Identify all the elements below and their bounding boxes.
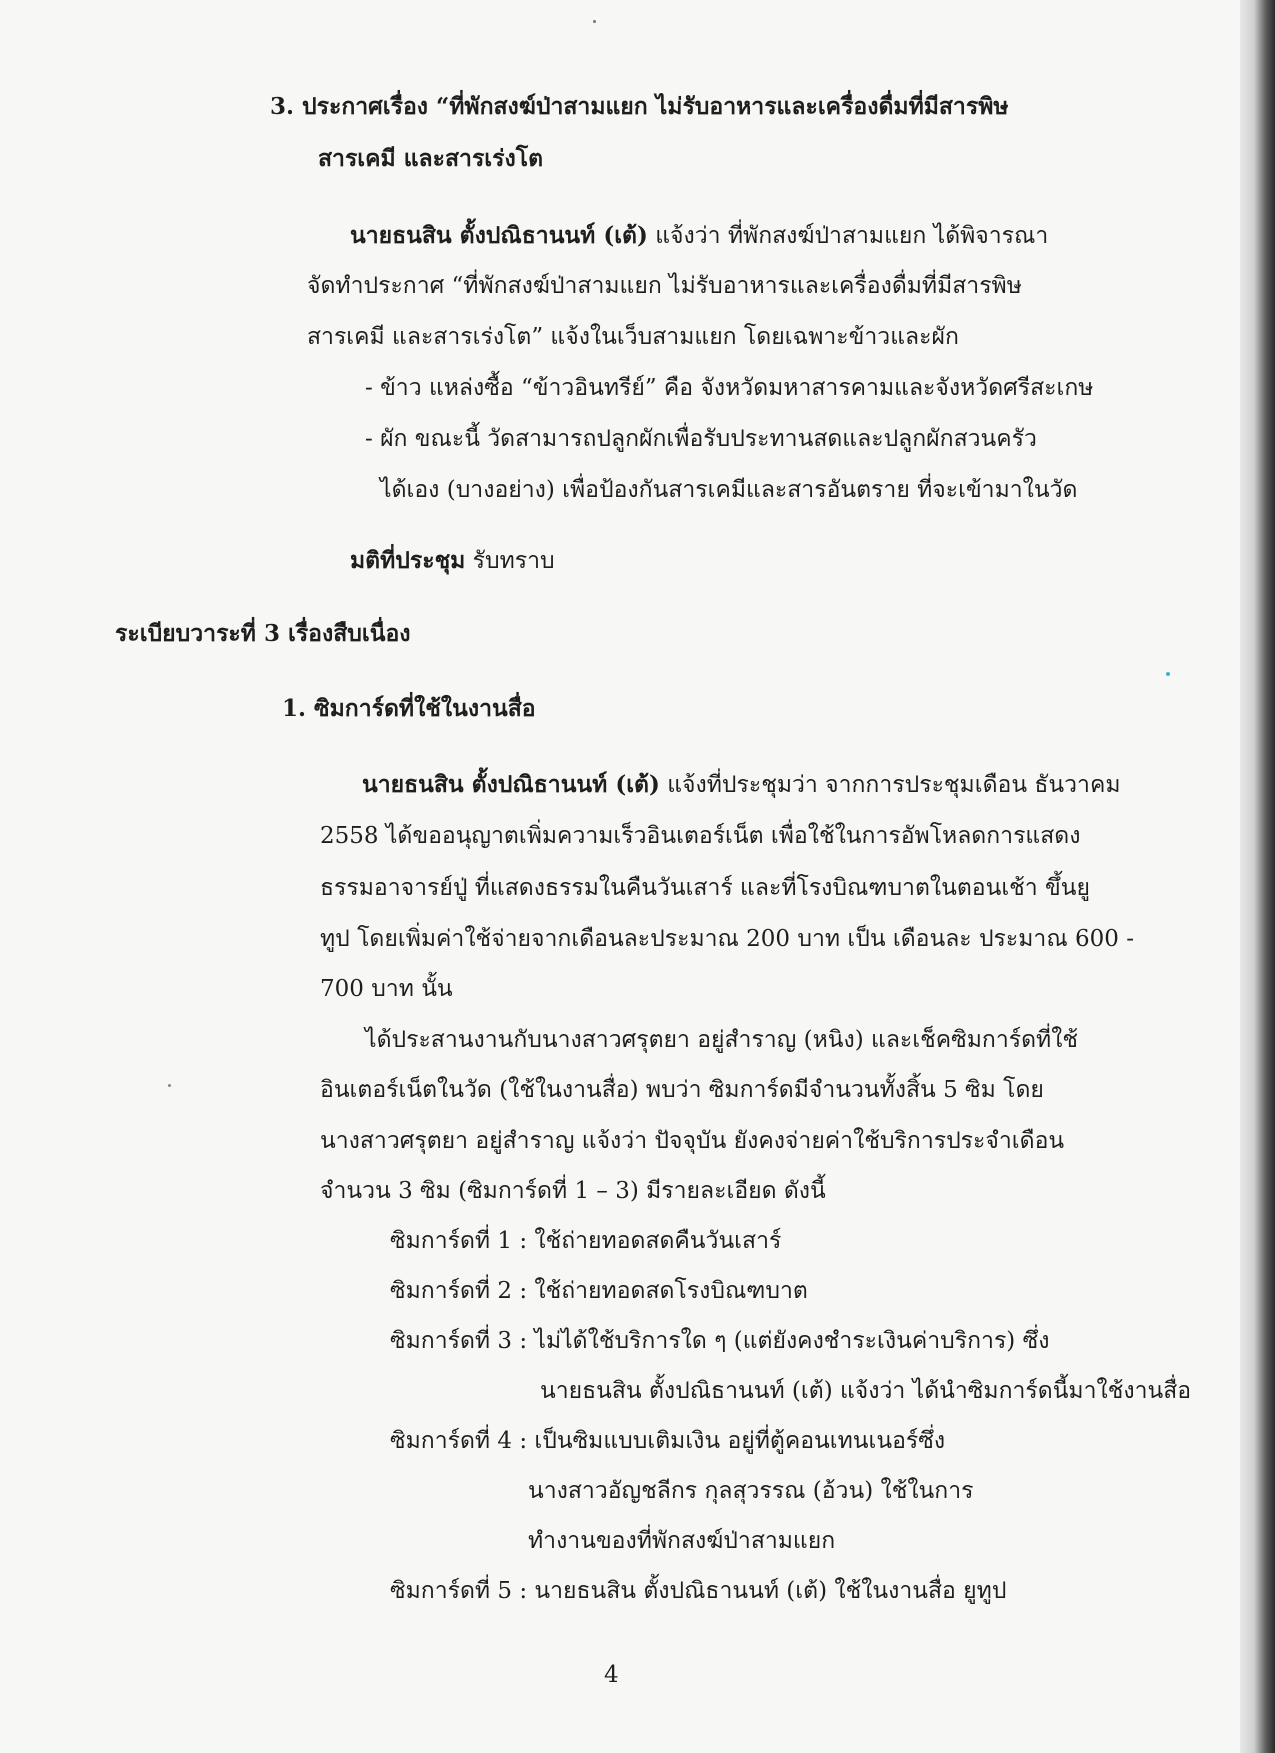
speaker-name: นายธนสิน ตั้งปณิธานนท์ (เต้) — [350, 222, 648, 249]
item-3-para-line1-text: แจ้งว่า ที่พักสงฆ์ป่าสามแยก ได้พิจารณา — [655, 223, 1049, 249]
sim-card-4-line2: นางสาวอัญชลีกร กุลสุวรรณ (อ้วน) ใช้ในการ — [528, 1478, 974, 1504]
item-3-resolution — [350, 546, 555, 576]
sim-card-5: ซิมการ์ดที่ 5 : นายธนสิน ตั้งปณิธานนท์ (เต้) ใช้ในงานสื่อ ยูทูป — [390, 1578, 1007, 1604]
item-3-bullet-veg-line1: - ผัก ขณะนี้ วัดสามารถปลูกผักเพื่อรับประทานสดและปลูกผักสวนครัว — [365, 426, 1037, 452]
page-number: 4 — [604, 1662, 619, 1688]
resolution-value: รับทราบ — [472, 548, 555, 574]
agenda-3-heading: ระเบียบวาระที่ 3 เรื่องสืบเนื่อง — [115, 620, 411, 647]
sim-card-2: ซิมการ์ดที่ 2 : ใช้ถ่ายทอดสดโรงบิณฑบาต — [390, 1278, 808, 1304]
sim-card-3-line2: นายธนสิน ตั้งปณิธานนท์ (เต้) แจ้งว่า ได้นำซิมการ์ดนี้มาใช้งานสื่อ — [540, 1378, 1192, 1404]
agenda-3-para2-line3: นางสาวศรุตยา อยู่สำราญ แจ้งว่า ปัจจุบัน ยังคงจ่ายค่าใช้บริการประจำเดือน — [320, 1128, 1065, 1154]
item-3-heading-line1: 3. ประกาศเรื่อง “ที่พักสงฆ์ป่าสามแยก ไม่รับอาหารและเครื่องดื่มที่มีสารพิษ — [270, 93, 1009, 120]
scan-speck — [593, 20, 596, 23]
agenda-3-para2-line1: ได้ประสานงานกับนางสาวศรุตยา อยู่สำราญ (หนิง) และเช็คซิมการ์ดที่ใช้ — [365, 1027, 1079, 1053]
agenda-3-para1-line3: ธรรมอาจารย์ปู่ ที่แสดงธรรมในคืนวันเสาร์ และที่โรงบิณฑบาตในตอนเช้า ขึ้นยู — [320, 875, 1090, 901]
agenda-3-para2-line2: อินเตอร์เน็ตในวัด (ใช้ในงานสื่อ) พบว่า ซิมการ์ดมีจำนวนทั้งสิ้น 5 ซิม โดย — [320, 1077, 1044, 1103]
sim-card-3-line1: ซิมการ์ดที่ 3 : ไม่ได้ใช้บริการใด ๆ (แต่ยังคงชำระเงินค่าบริการ) ซึ่ง — [390, 1328, 1050, 1354]
item-3-para-line2: จัดทำประกาศ “ที่พักสงฆ์ป่าสามแยก ไม่รับอาหารและเครื่องดื่มที่มีสารพิษ — [307, 273, 1022, 299]
agenda-3-item-1-heading: 1. ซิมการ์ดที่ใช้ในงานสื่อ — [282, 695, 536, 722]
scanner-edge — [1240, 0, 1275, 1753]
item-3-bullet-veg-line2: ได้เอง (บางอย่าง) เพื่อป้องกันสารเคมีและสารอันตราย ที่จะเข้ามาในวัด — [380, 477, 1078, 503]
speaker-name-2: นายธนสิน ตั้งปณิธานนท์ (เต้) — [362, 771, 660, 798]
agenda-3-para1-line5: 700 บาท นั้น — [320, 976, 453, 1002]
sim-card-4-line3: ทำงานของที่พักสงฆ์ป่าสามแยก — [528, 1528, 836, 1554]
agenda-3-para1-line2: 2558 ได้ขออนุญาตเพิ่มความเร็วอินเตอร์เน็ต เพื่อใช้ในการอัพโหลดการแสดง — [320, 823, 1081, 849]
scan-speck — [1166, 672, 1170, 676]
sim-card-1: ซิมการ์ดที่ 1 : ใช้ถ่ายทอดสดคืนวันเสาร์ — [390, 1228, 782, 1254]
agenda-3-para1-line1 — [362, 770, 1121, 800]
agenda-3-para2-line4: จำนวน 3 ซิม (ซิมการ์ดที่ 1 – 3) มีรายละเอียด ดังนี้ — [320, 1178, 826, 1204]
scan-speck — [168, 1084, 171, 1087]
item-3-bullet-rice: - ข้าว แหล่งซื้อ “ข้าวอินทรีย์” คือ จังหวัดมหาสารคามและจังหวัดศรีสะเกษ — [365, 375, 1094, 401]
item-3-heading-line2: สารเคมี และสารเร่งโต — [318, 145, 544, 172]
agenda-3-para1-line4: ทูป โดยเพิ่มค่าใช้จ่ายจากเดือนละประมาณ 200 บาท เป็น เดือนละ ประมาณ 600 - — [320, 926, 1134, 952]
resolution-label: มติที่ประชุม — [350, 547, 466, 574]
item-3-para-line1 — [350, 221, 1048, 251]
sim-card-4-line1: ซิมการ์ดที่ 4 : เป็นซิมแบบเติมเงิน อยู่ที่ตู้คอนเทนเนอร์ซึ่ง — [390, 1428, 946, 1454]
agenda-3-para1-line1-text: แจ้งที่ประชุมว่า จากการประชุมเดือน ธันวาคม — [667, 772, 1121, 798]
item-3-para-line3: สารเคมี และสารเร่งโต” แจ้งในเว็บสามแยก โดยเฉพาะข้าวและผัก — [307, 324, 959, 350]
